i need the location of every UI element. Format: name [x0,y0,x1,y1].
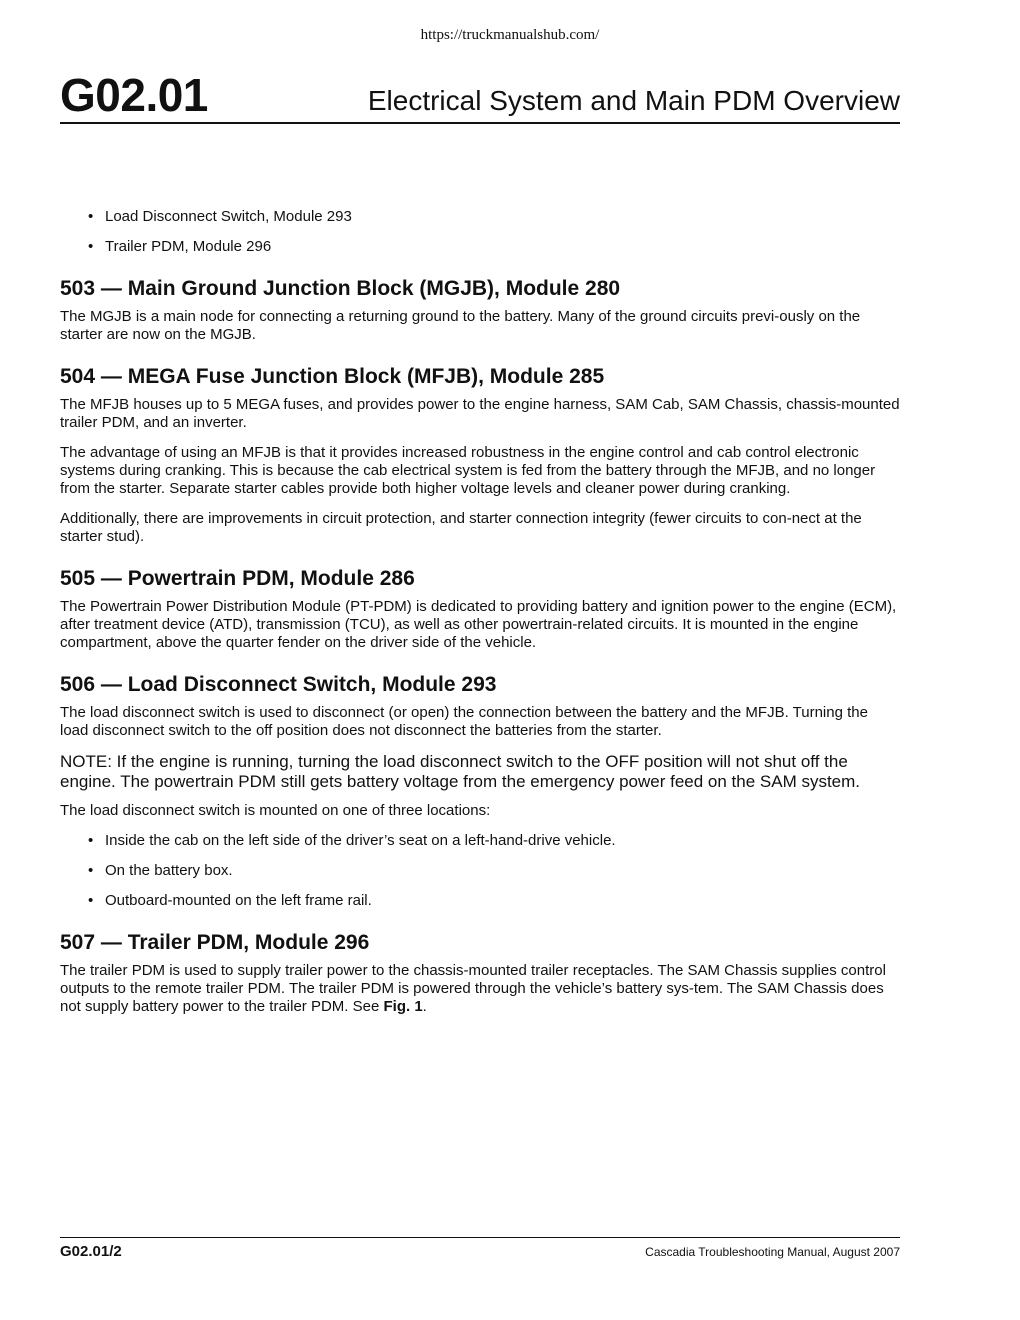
section-code: G02.01 [60,69,208,121]
paragraph: The MFJB houses up to 5 MEGA fuses, and provides power to the engine harness, SAM Cab, SAM Chassis, chassis-mounted trailer PDM, and an inverter. [60,396,900,431]
paragraph: The load disconnect switch is used to disconnect (or open) the connection between the battery and the MFJB. Turning the load disconnect switch to the off position does not disconnect the batteries from the starter. [60,704,868,739]
section-heading: 503 — Main Ground Junction Block (MGJB), Module 280 [60,277,621,300]
page-header [60,70,900,124]
paragraph: The advantage of using an MFJB is that it provides increased robustness in the engine control and cab control electronic systems during cranking. This is because the cab electrical system is fed from the battery through the MFJB, and no longer from the starter. Separate starter cables provide both higher voltage levels and cleaner power during cranking. [60,444,876,497]
paragraph-text-end: . [422,998,427,1015]
paragraph: The load disconnect switch is mounted on one of three locations: [60,802,491,819]
list-item: • On the battery box. [88,862,900,880]
paragraph-text: The trailer PDM is used to supply trailer power to the chassis-mounted trailer receptacles. The SAM Chassis supplies control outputs to the remote trailer PDM. The trailer PDM is powered through the vehicle’s battery sys-tem. The SAM Chassis does not supply battery power to the trailer PDM. See [60,962,886,1015]
list-item: • Load Disconnect Switch, Module 293 [88,208,900,226]
page-title: Electrical System and Main PDM Overview [367,85,900,116]
page-footer [60,1237,900,1268]
paragraph: The Powertrain Power Distribution Module (PT-PDM) is dedicated to providing battery and ignition power to the engine (ECM), after treatment device (ATD), transmission (TCU), as well as other powertrain-related circuits. It is mounted in the engine compartment, above the quarter fender on the driver side of the vehicle. [60,598,897,651]
section-506 [60,672,900,910]
section-504 [60,364,900,546]
section-heading: 505 — Powertrain PDM, Module 286 [60,567,415,590]
section-heading: 506 — Load Disconnect Switch, Module 293 [60,673,497,696]
section-heading: 507 — Trailer PDM, Module 296 [60,931,370,954]
page-number: G02.01/2 [60,1243,122,1260]
paragraph: Additionally, there are improvements in circuit protection, and starter connection integrity (fewer circuits to con-nect at the starter stud). [60,510,862,545]
figure-reference: Fig. 1 [383,998,423,1015]
list-item: • Trailer PDM, Module 296 [88,238,900,256]
section-503 [60,276,900,344]
section-507 [60,930,900,1016]
manual-title: Cascadia Troubleshooting Manual, August 2007 [645,1245,900,1259]
list-item: • Outboard-mounted on the left frame rail. [88,892,900,910]
paragraph: The MGJB is a main node for connecting a returning ground to the battery. Many of the ground circuits previ-ously on the starter are now on the MGJB. [60,308,861,343]
intro-bullet-list [88,208,900,256]
list-item: • Inside the cab on the left side of the driver’s seat on a left-hand-drive vehicle. [88,832,900,850]
location-bullet-list [88,832,900,910]
note-text: NOTE: If the engine is running, turning the load disconnect switch to the OFF position will not shut off the engine. The powertrain PDM still gets battery voltage from the emergency power feed on the SAM system. [60,752,861,791]
paragraph [60,962,900,1016]
section-heading: 504 — MEGA Fuse Junction Block (MFJB), Module 285 [60,365,605,388]
document-body [60,208,900,1028]
section-505 [60,566,900,652]
source-url: https://truckmanualshub.com/ [420,27,600,43]
